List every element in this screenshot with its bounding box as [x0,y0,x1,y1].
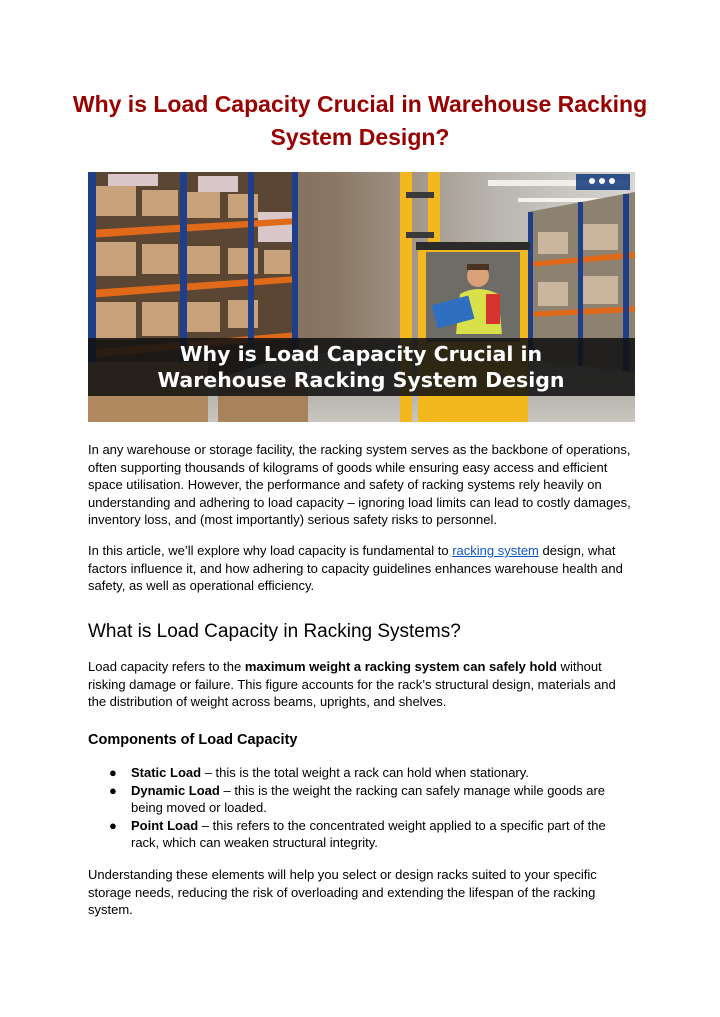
intro-paragraph: In any warehouse or storage facility, the racking system serves as the backbone of operations, often supporting thousands of kilograms of goods while ensuring easy access and efficient space utilisation. However, the performance and safety of racking systems rely heavily on understanding and adhering to load capacity – ignoring load limits can lead to costly damages, inventory loss, and (most importantly) serious safety risks to personnel. [88,442,631,528]
bullet-icon: ● [109,765,117,780]
definition-text-after: without risking damage or failure. This figure accounts for the rack’s structural design, materials and the distribution of weight across beams, uprights, and shelves. [88,659,616,710]
article-text-after: design, what factors influence it, and how adhering to capacity guidelines enhances warehouse health and safety, as well as operational efficiency. [88,543,623,594]
list-item [88,817,636,852]
bullet-term: Static Load [131,765,202,780]
bullet-text: – this is the weight the racking can safely manage while goods are being moved or loaded. [131,782,606,816]
list-item [88,782,636,817]
article-paragraph [88,542,636,595]
bullet-term: Dynamic Load [131,782,220,798]
components-heading: Components of Load Capacity [88,732,298,748]
bullet-term: Point Load [131,817,199,833]
definition-text-before: Load capacity refers to the [88,659,245,674]
definition-bold: maximum weight a racking system can safely hold [244,659,557,674]
section-heading: What is Load Capacity in Racking Systems? [88,621,461,642]
hero-overlay-line-2: Warehouse Racking System Design [157,368,565,392]
definition-paragraph [88,658,636,711]
components-list [88,764,636,852]
bullet-text: – this is the total weight a rack can hold when stationary. [201,765,529,780]
warehouse-forklift-photo-icon [88,172,635,422]
hero-overlay-line-1: Why is Load Capacity Crucial in [179,342,543,366]
hero-image [88,172,635,422]
closing-paragraph: Understanding these elements will help you select or design racks suited to your specific storage needs, reducing the risk of overloading and extending the lifespan of the racking system. [88,867,597,918]
bullet-text: – this refers to the concentrated weight applied to a specific part of the rack, which can weaken structural integrity. [131,817,606,851]
bullet-icon: ● [109,782,117,798]
list-item [88,764,636,782]
racking-system-link[interactable]: racking system [452,543,539,558]
page-title: Why is Load Capacity Crucial in Warehouse Racking System Design? [72,91,648,150]
bullet-icon: ● [109,817,117,833]
article-text-before: In this article, we’ll explore why load capacity is fundamental to [88,543,453,558]
